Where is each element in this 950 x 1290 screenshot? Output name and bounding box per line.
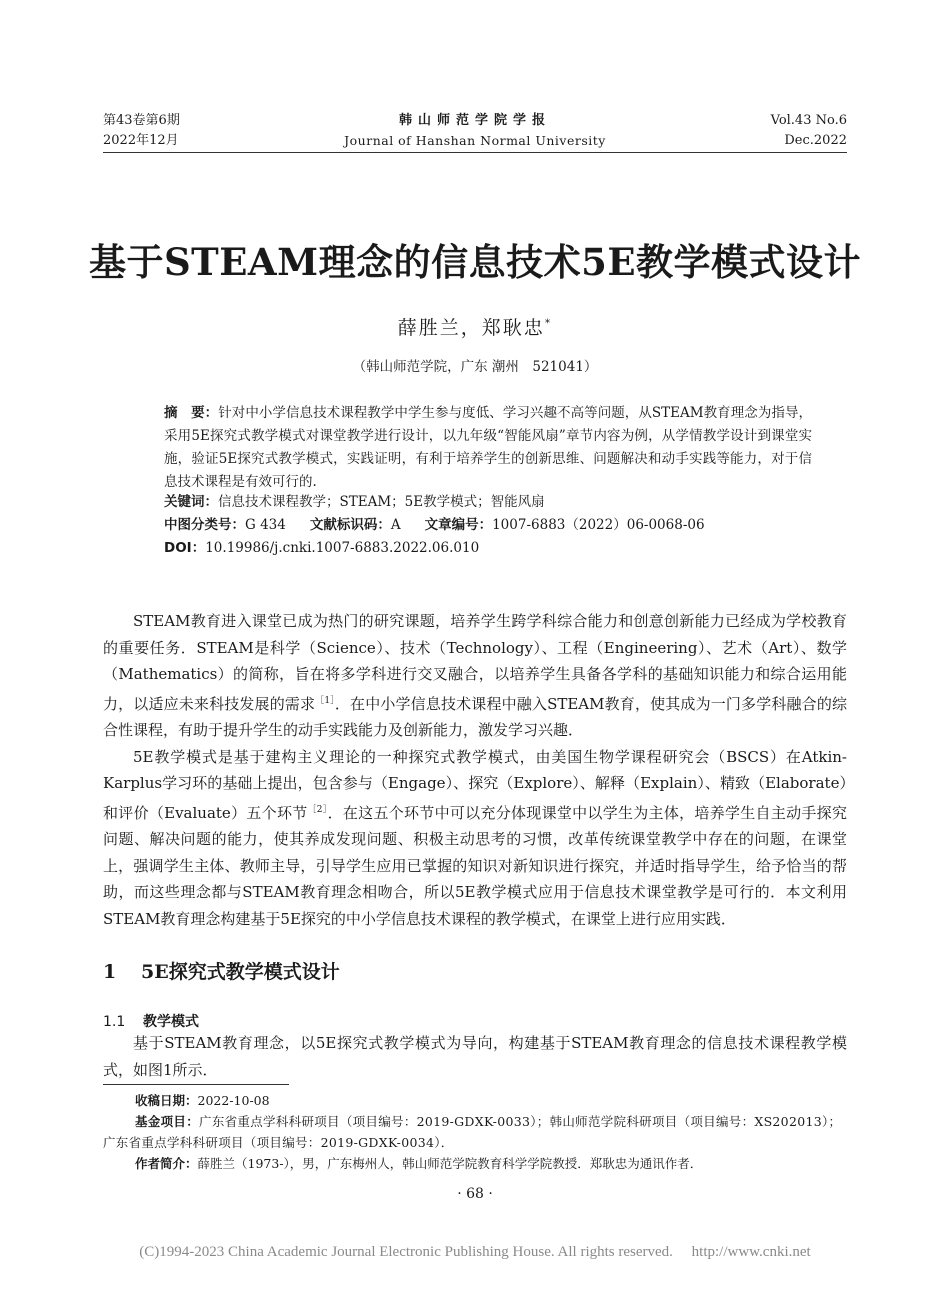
subsection-heading-1-1 (103, 1011, 199, 1031)
paragraph-3: 基于STEAM教育理念，以5E探究式教学模式为导向，构建基于STEAM教育理念的信息技术课程教学模式，如图1所示． (103, 1034, 847, 1079)
page-number: · 68 · (457, 1186, 493, 1202)
doi-label: DOI： (164, 540, 206, 556)
publication-date: 2022年12月 (103, 133, 179, 148)
paragraph-2-text-a: 5E教学模式是基于建构主义理论的一种探究式教学模式，由美国生物学课程研究会（BSCS）在Atkin-Karplus学习环的基础上提出，包含参与（Engage）、探究（Explore）、解释（Explain）、精致（Elaborate）和评价（Evaluate）五个环节 (103, 747, 847, 822)
body-intro (103, 608, 847, 932)
article-number-value: 1007-6883（2022）06-0068-06 (492, 517, 705, 533)
paragraph-2-text-b: ．在这五个环节中可以充分体现课堂中以学生为主体，培养学生自主动手探究问题、解决问题的能力，使其养成发现问题、积极主动思考的习惯，改革传统课堂教学中存在的问题，在课堂上，强调学生主体、教师主导，引导学生应用已掌握的知识对新知识进行探究，并适时指导学生，给予恰当的帮助，而这些理念都与STEAM教育理念相吻合，所以5E教学模式应用于信息技术课堂教学是可行的．本文利用STEAM教育理念构建基于5E探究的中小学信息技术课程的教学模式，在课堂上进行应用实践． (103, 803, 847, 928)
citation-1: ［1］ (315, 695, 335, 706)
running-header-center (300, 111, 650, 151)
clc-value: G 434 (245, 517, 286, 533)
paragraph-1-text-a: STEAM教育进入课堂已成为热门的研究课题，培养学生跨学科综合能力和创意创新能力已经成为学校教育的重要任务．STEAM是科学（Science）、技术（Technology）、工程（Engineering）、艺术（Art）、数学（Mathematics）的简称，旨在将多学科进行交叉融合，以培养学生具备各学科的基础知识能力和综合运用能力，以适应未来科技发展的需求 (103, 612, 847, 713)
keywords-text: 信息技术课程教学；STEAM；5E教学模式；智能风扇 (218, 494, 545, 510)
volume-issue: 第43卷第6期 (103, 113, 180, 128)
abstract-label: 摘 要： (164, 405, 219, 421)
publication-date-en: Dec.2022 (784, 133, 847, 148)
article-number-label: 文章编号： (424, 517, 493, 533)
funding-label: 基金项目： (135, 1114, 200, 1129)
doc-code-label: 文献标识码： (309, 517, 391, 533)
paragraph-1-text-b: ．在中小学信息技术课程中融入STEAM教育，使其成为一门多学科融合的综合性课程，有助于提升学生的动手实践能力及创新能力，激发学习兴趣． (103, 694, 847, 739)
paragraph-1 (103, 608, 847, 744)
subsection-title: 教学模式 (143, 1014, 199, 1030)
subsection-number: 1.1 (103, 1014, 126, 1030)
section-heading-1 (103, 957, 340, 984)
paper-title: 基于STEAM理念的信息技术5E教学模式设计 (88, 240, 862, 284)
author-names: 薛胜兰，郑耿忠 (397, 317, 545, 339)
authors (0, 313, 950, 340)
citation-2: ［2］ (307, 804, 328, 815)
clc-label: 中图分类号： (164, 517, 245, 533)
journal-name-cn: 韩山师范学院学报 (398, 113, 551, 128)
paragraph-2 (103, 744, 847, 933)
body-section-1-1 (103, 1030, 847, 1083)
running-header-right (771, 111, 847, 151)
affiliation: （韩山师范学院，广东 潮州 521041） (352, 359, 598, 375)
keywords (164, 491, 824, 513)
author-bio-label: 作者简介： (135, 1156, 198, 1171)
received-date (103, 1090, 847, 1111)
funding-value: 广东省重点学科科研项目（项目编号：2019-GDXK-0033）；韩山师范学院科研项目（项目编号：XS202013）；广东省重点学科科研项目（项目编号：2019-GDXK-0034）． (103, 1114, 842, 1150)
header-rule (103, 152, 847, 153)
received-label: 收稿日期： (135, 1093, 198, 1108)
funding (103, 1111, 847, 1153)
received-value: 2022-10-08 (197, 1093, 270, 1108)
classification-line (164, 514, 824, 536)
journal-name-en: Journal of Hanshan Normal University (344, 133, 606, 148)
section-title: 5E探究式教学模式设计 (141, 961, 340, 983)
running-header-left (103, 111, 180, 151)
section-number: 1 (103, 961, 117, 983)
doi-value: 10.19986/j.cnki.1007-6883.2022.06.010 (205, 540, 480, 556)
volume-issue-en: Vol.43 No.6 (770, 113, 847, 128)
corresponding-author-mark: * (544, 316, 553, 330)
doc-code-value: A (390, 517, 401, 533)
author-bio (103, 1153, 847, 1174)
copyright-watermark: (C)1994-2023 China Academic Journal Electronic Publishing House. All rights reserved. http://www.cnki.net (139, 1244, 811, 1260)
abstract (164, 402, 812, 494)
keywords-label: 关键词： (164, 494, 218, 510)
author-bio-value: 薛胜兰（1973-），男，广东梅州人，韩山师范学院教育科学学院教授．郑耿忠为通讯作者． (197, 1156, 703, 1171)
footnote-rule (103, 1084, 289, 1085)
footnotes (103, 1090, 847, 1174)
doi-line (164, 537, 824, 559)
abstract-text: 针对中小学信息技术课程教学中学生参与度低、学习兴趣不高等问题，从STEAM教育理念为指导，采用5E探究式教学模式对课堂教学进行设计，以九年级“智能风扇”章节内容为例，从学情教学设计到课堂实施，验证5E探究式教学模式，实践证明，有利于培养学生的创新思维、问题解决和动手实践等能力，对于信息技术课程是有效可行的. (164, 405, 812, 490)
